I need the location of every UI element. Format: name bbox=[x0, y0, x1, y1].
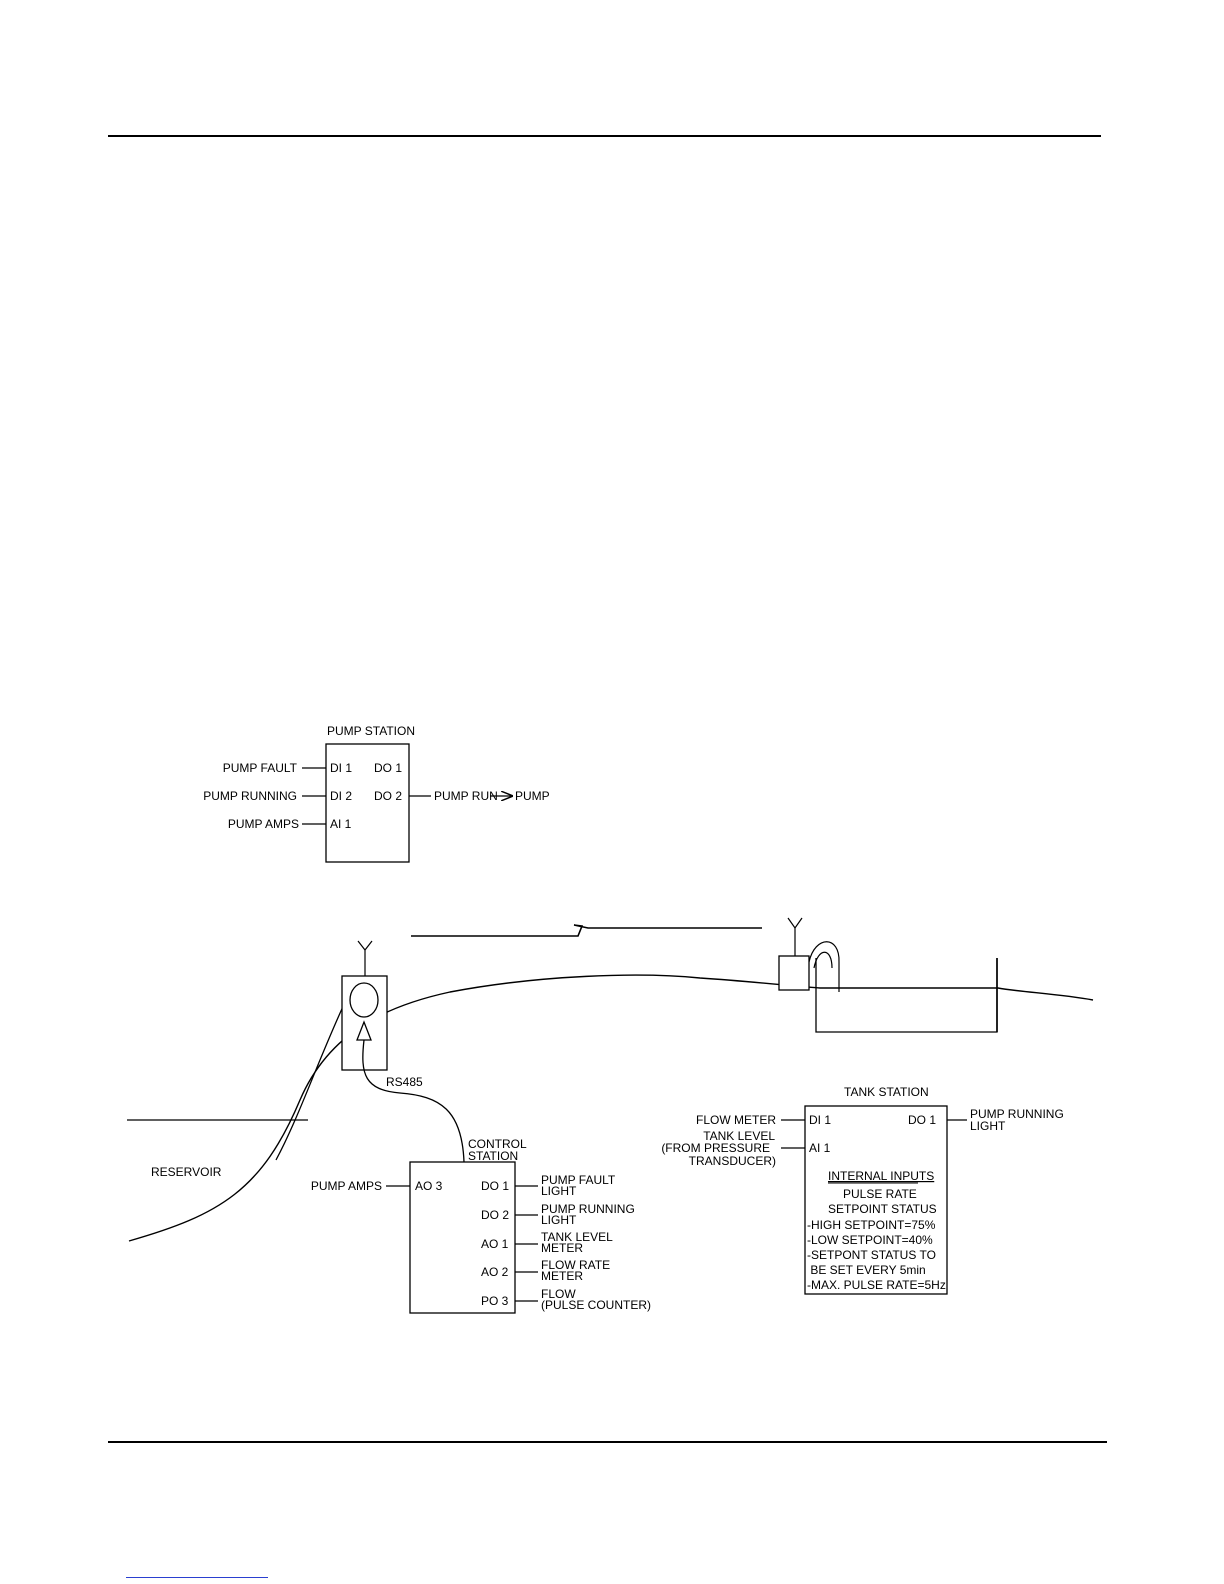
internal-inputs-title: INTERNAL INPUTS bbox=[828, 1169, 935, 1183]
pump-input-label: PUMP FAULT bbox=[222, 761, 297, 775]
pump-station-title: PUMP STATION bbox=[327, 724, 416, 738]
pump-output-port: DO 1 bbox=[374, 761, 403, 775]
tank-output-label: PUMP RUNNING bbox=[970, 1107, 1064, 1121]
pump-house bbox=[342, 941, 464, 1162]
tank-input-port: DI 1 bbox=[809, 1113, 832, 1127]
control-input-port: AO 3 bbox=[415, 1179, 443, 1193]
tank-input-label: TANK LEVEL bbox=[703, 1129, 775, 1143]
tank-input-label: FLOW METER bbox=[696, 1113, 776, 1127]
control-output-port: PO 3 bbox=[481, 1294, 509, 1308]
radio-link-line bbox=[411, 925, 762, 936]
control-output-port: AO 1 bbox=[481, 1237, 509, 1251]
control-output-label: FLOW bbox=[541, 1287, 576, 1301]
control-output-label: PUMP RUNNING bbox=[541, 1202, 635, 1216]
tank-input-port: AI 1 bbox=[809, 1141, 831, 1155]
control-station bbox=[311, 1137, 651, 1313]
pump-input-port: DI 2 bbox=[330, 789, 353, 803]
control-output-label: LIGHT bbox=[541, 1184, 577, 1198]
internal-input-line: -HIGH SETPOINT=75% bbox=[807, 1218, 936, 1232]
control-output-port: DO 2 bbox=[481, 1208, 510, 1222]
internal-input-line: -SETPONT STATUS TO bbox=[807, 1248, 936, 1262]
control-input-label: PUMP AMPS bbox=[310, 1179, 382, 1193]
control-output-port: DO 1 bbox=[481, 1179, 510, 1193]
pump-input-label: PUMP AMPS bbox=[227, 817, 299, 831]
control-output-label: LIGHT bbox=[541, 1213, 577, 1227]
internal-input-line: -MAX. PULSE RATE=5Hz bbox=[807, 1278, 946, 1292]
control-output-label: FLOW RATE bbox=[541, 1258, 611, 1272]
control-output-port: AO 2 bbox=[481, 1265, 509, 1279]
control-station-title: STATION bbox=[468, 1149, 519, 1163]
tank-input-label: TRANSDUCER) bbox=[688, 1154, 776, 1168]
control-output-label: METER bbox=[541, 1241, 583, 1255]
pump-target-label: PUMP bbox=[515, 789, 550, 803]
tank-station bbox=[661, 1085, 1063, 1294]
tank-site bbox=[779, 918, 997, 1032]
tank-output-label: LIGHT bbox=[970, 1119, 1006, 1133]
internal-input-line: BE SET EVERY 5min bbox=[807, 1263, 926, 1277]
water-tank bbox=[816, 958, 997, 1032]
tank-output-port: DO 1 bbox=[908, 1113, 937, 1127]
reservoir-bank bbox=[276, 1000, 346, 1160]
pump-input-label: PUMP RUNNING bbox=[203, 789, 297, 803]
reservoir-label: RESERVOIR bbox=[151, 1165, 222, 1179]
control-output-label: (PULSE COUNTER) bbox=[541, 1298, 652, 1312]
antenna-icon bbox=[788, 918, 802, 928]
pump-input-port: DI 1 bbox=[330, 761, 353, 775]
pump-output-port: DO 2 bbox=[374, 789, 403, 803]
level-sensor-cable bbox=[814, 952, 832, 968]
pump-run-label: PUMP RUN bbox=[434, 789, 498, 803]
tank-input-label: (FROM PRESSURE bbox=[661, 1141, 770, 1155]
control-output-label: METER bbox=[541, 1269, 583, 1283]
rs485-label: RS485 bbox=[386, 1075, 423, 1089]
pump-station bbox=[203, 724, 549, 862]
antenna-icon bbox=[358, 941, 372, 950]
tank-station-title: TANK STATION bbox=[844, 1085, 929, 1099]
control-output-label: TANK LEVEL bbox=[541, 1230, 613, 1244]
control-output-label: PUMP FAULT bbox=[541, 1173, 616, 1187]
pump-input-port: AI 1 bbox=[330, 817, 352, 831]
level-sensor-cable bbox=[809, 942, 839, 992]
internal-input-line: -LOW SETPOINT=40% bbox=[807, 1233, 933, 1247]
tank-rtu-box bbox=[779, 956, 809, 990]
control-station-title: CONTROL bbox=[468, 1137, 527, 1151]
internal-input-line: SETPOINT STATUS bbox=[828, 1202, 937, 1216]
internal-input-line: PULSE RATE bbox=[843, 1187, 917, 1201]
